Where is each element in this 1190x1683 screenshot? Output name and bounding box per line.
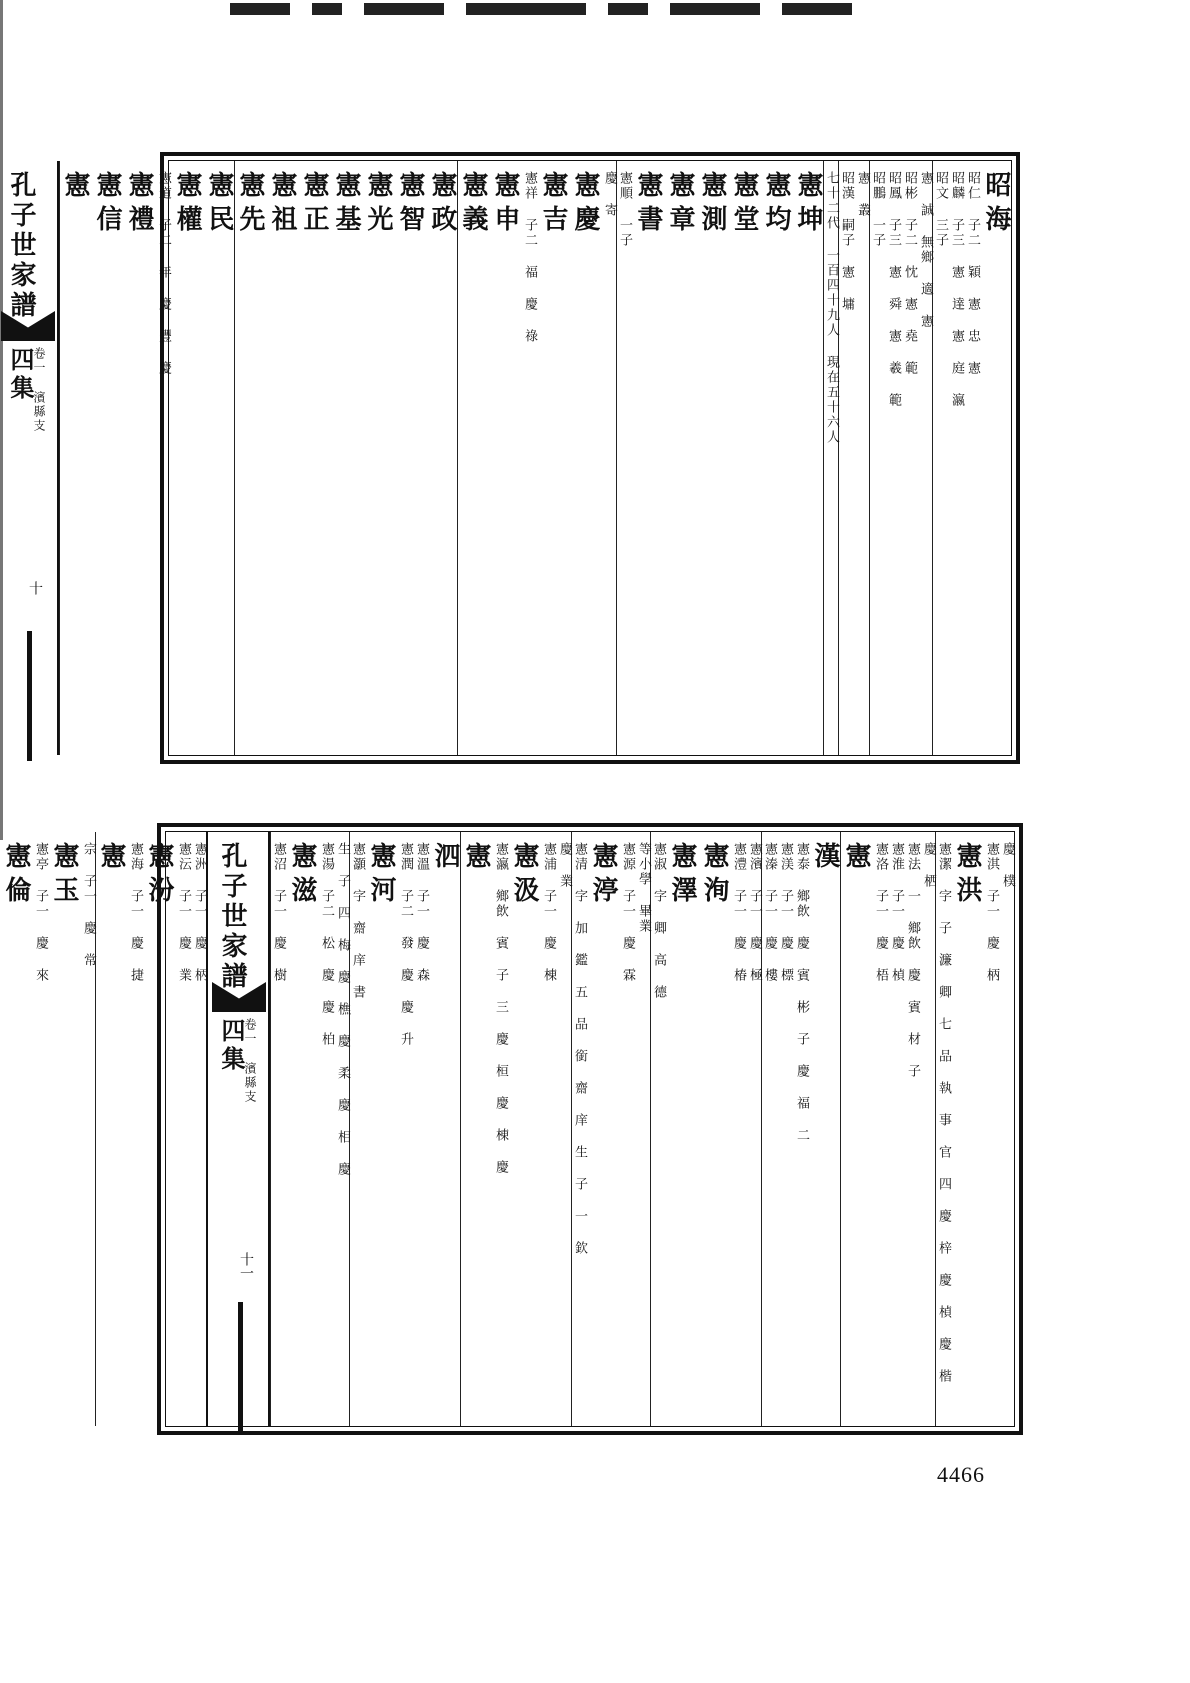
name-entry: 憲汾 (144, 842, 174, 910)
name-entry: 憲智 (395, 171, 425, 239)
name-entry: 慶 栖 (921, 842, 936, 889)
chapter-branch: 卷一 濱縣支 (32, 347, 46, 433)
name-entry: 生 子 四 梅 慶 樵 慶 柔 慶 相 慶 (335, 842, 350, 1177)
register-column (59, 161, 234, 755)
name-entry: 憲義 (458, 171, 488, 239)
register-column (571, 832, 650, 1426)
name-entry: 憲潤 子二 發 慶 慶 升 (398, 842, 413, 1047)
name-entry: 憲澤 (667, 842, 697, 910)
name-entry: 慶 寄 (602, 171, 617, 218)
register-column (0, 832, 95, 1426)
name-entry: 昭文 三子 (933, 171, 948, 248)
name-entry: 憲亭 子一 慶 來 (33, 842, 48, 983)
book-title: 孔子世家譜 (6, 171, 36, 321)
genealogy-panel-bottom (1, 823, 1023, 1435)
name-entry: 憲淑 字 卿 高 德 (651, 842, 666, 1000)
name-entry: 憲堂 (729, 171, 759, 239)
page-number: 4466 (937, 1462, 985, 1487)
name-entry: 憲洲 子一 慶 柄 (192, 842, 207, 983)
name-entry: 憲洪 (952, 842, 982, 910)
name-entry: 憲禮 (124, 171, 154, 239)
name-entry: 憲均 (761, 171, 791, 239)
name-entry: 等小學 畢業 (636, 842, 651, 934)
name-entry: 憲泰 鄉飲 慶 賓 彬 子 慶 福 二 (794, 842, 809, 1143)
name-entry: 憲祖 (267, 171, 297, 239)
name-entry: 憲清 字 加 鑑 五 品 銜 齋 庠 生 子 一 欽 (572, 842, 587, 1256)
name-entry: 憲權 (172, 171, 202, 239)
register-column (650, 832, 761, 1426)
name-entry: 憲章 (665, 171, 695, 239)
name-entry: 憲沼 子一 慶 樹 (271, 842, 286, 983)
name-entry: 憲淮 子一 慶 楨 (889, 842, 904, 983)
book-title: 孔子世家譜 (217, 842, 247, 992)
name-entry: 憲潔 字 子 濂 卿 七 品 執 事 官 四 慶 梓 慶 楨 慶 楷 (936, 842, 951, 1384)
leaf-number: 十 (27, 581, 43, 595)
name-entry: 憲澧 子一 慶 椿 (731, 842, 746, 983)
name-entry: 憲 (461, 842, 491, 876)
name-entry: 憲沄 子一 慶 業 (176, 842, 191, 983)
name-entry: 慶 業 (557, 842, 572, 889)
register-column (270, 832, 349, 1426)
register-column (840, 832, 935, 1426)
genealogy-panel-top (6, 152, 1020, 764)
register-column (349, 832, 460, 1426)
name-entry: 憲 叢 (855, 171, 870, 218)
name-entry: 昭海 (981, 171, 1011, 239)
name-entry: 憲濱 子一 慶 極 (747, 842, 762, 983)
name-entry: 憲滋 (287, 842, 317, 910)
name-entry: 憲順 一子 (617, 171, 632, 248)
center-title-column (206, 832, 270, 1426)
volume-set: 四集 (6, 347, 35, 403)
name-entry: 憲河 (366, 842, 396, 910)
name-entry: 憲洛 子一 慶 梧 (873, 842, 888, 983)
name-entry: 憲光 (363, 171, 393, 239)
name-entry: 昭彬 子二 忱 憲 堯 範 (902, 171, 917, 376)
name-entry: 憲慶 (570, 171, 600, 239)
name-entry: 漢 (810, 842, 840, 876)
name-entry: 昭漢 嗣子 憲 墉 (839, 171, 854, 312)
name-entry: 憲瀛 鄉飲 賓 子 三 慶 桓 慶 棟 慶 (493, 842, 508, 1175)
name-entry: 憲測 (697, 171, 727, 239)
name-entry: 憲渼 子一 慶 標 (778, 842, 793, 983)
name-entry: 七十二代 一百四十九人 現在五十六人 (824, 171, 839, 445)
name-entry: 憲溱 子一 慶 樓 (762, 842, 777, 983)
name-entry: 憲政 (427, 171, 457, 239)
name-entry: 憲渟 (588, 842, 618, 910)
center-title-column (0, 161, 59, 755)
register-column (932, 161, 1011, 755)
volume-set: 四集 (217, 1018, 246, 1074)
name-entry: 憲道 子二 年 慶 豐 慶 (156, 171, 171, 376)
name-entry: 宗 子一 慶 常 (81, 842, 96, 968)
register-column (838, 161, 869, 755)
fish-tail-bar (27, 631, 32, 761)
name-entry: 憲倫 (1, 842, 31, 910)
panel-columns (1, 831, 1015, 1427)
register-column (823, 161, 838, 755)
name-entry: 昭麟 子三 憲 達 憲 庭 瀛 (949, 171, 964, 408)
name-entry: 昭仁 子二 穎 憲 忠 憲 (965, 171, 980, 376)
name-entry: 憲先 (235, 171, 265, 239)
register-column (869, 161, 932, 755)
name-entry: 昭鳳 子三 憲 舜 憲 羲 範 (886, 171, 901, 408)
name-entry: 憲申 (490, 171, 520, 239)
name-entry: 昭鵬 一子 (870, 171, 885, 248)
name-entry: 憲坤 (793, 171, 823, 239)
name-entry: 憲 (841, 842, 871, 876)
name-entry: 憲吉 (538, 171, 568, 239)
name-entry: 憲海 子一 慶 捷 (128, 842, 143, 983)
register-column (616, 161, 823, 755)
register-column (761, 832, 840, 1426)
name-entry: 憲玉 (49, 842, 79, 910)
register-column (234, 161, 457, 755)
name-entry: 憲溫 子一 慶 森 (414, 842, 429, 983)
name-entry: 憲祥 子二 福 慶 祿 (522, 171, 537, 344)
name-entry: 憲信 (92, 171, 122, 239)
name-entry: 憲 (60, 171, 90, 205)
register-column (935, 832, 1014, 1426)
name-entry: 憲民 (204, 171, 234, 239)
name-entry: 憲正 (299, 171, 329, 239)
name-entry: 憲基 (331, 171, 361, 239)
panel-columns (6, 160, 1012, 756)
name-entry: 憲法 一 鄉飲 慶 賓 材 子 (905, 842, 920, 1079)
chapter-branch: 卷一 濱縣支 (243, 1018, 257, 1104)
name-entry: 憲洵 (699, 842, 729, 910)
name-entry: 泗 (430, 842, 460, 876)
name-entry: 憲源 子一 慶 霖 (620, 842, 635, 983)
fish-tail-bar (238, 1302, 243, 1432)
name-entry: 憲 (96, 842, 126, 876)
name-entry: 憲汲 (509, 842, 539, 910)
register-column (457, 161, 616, 755)
register-column (460, 832, 571, 1426)
name-entry: 憲灝 字 齋 庠 書 (350, 842, 365, 1000)
name-entry: 憲 誠 無鄉 適 憲 (918, 171, 933, 329)
leaf-number: 十一 (238, 1252, 254, 1280)
register-column (95, 832, 206, 1426)
name-entry: 憲湯 子二 松 慶 慶 柏 (319, 842, 334, 1047)
name-entry: 慶 樸 (1000, 842, 1015, 889)
name-entry: 憲浦 子一 慶 棟 (541, 842, 556, 983)
name-entry: 憲淇 子一 慶 柄 (984, 842, 999, 983)
top-cropped-text-fragment (230, 0, 930, 22)
name-entry: 憲書 (633, 171, 663, 239)
